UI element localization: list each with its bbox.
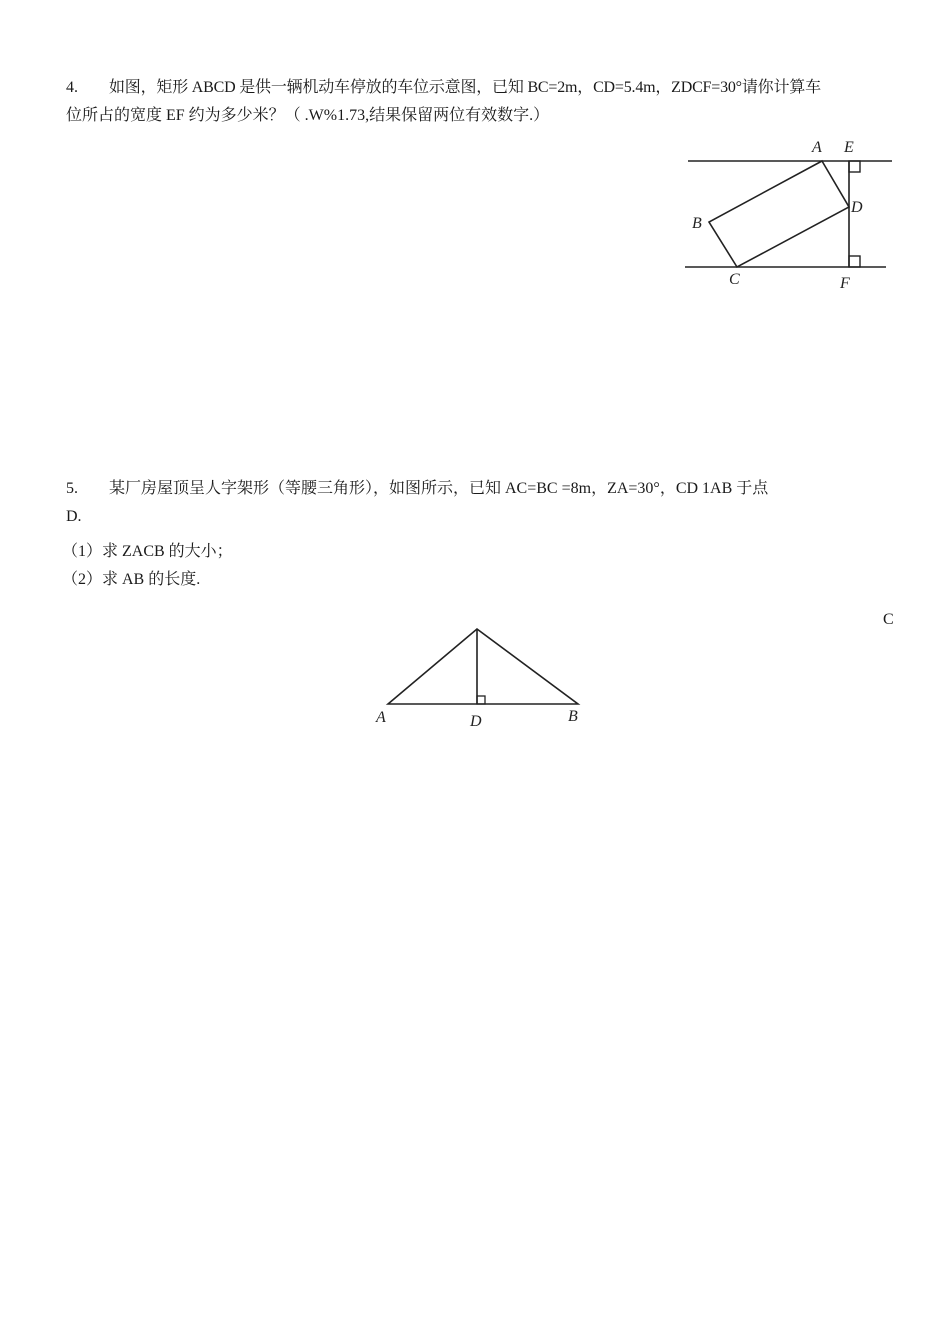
problem-5-number: 5. xyxy=(66,480,78,497)
problem-5-question-2: （2）求 AB 的长度. xyxy=(62,571,201,588)
triangle-abc xyxy=(388,629,578,704)
problem-5-text-line-1: 某厂房屋顶呈人字架形（等腰三角形），如图所示，已知 AC=BC =8m，ZA=30°，CD 1AB 于点 xyxy=(109,480,769,497)
roof-triangle-figure xyxy=(370,620,595,735)
label-c: C xyxy=(729,271,740,288)
right-angle-mark-d xyxy=(477,696,485,704)
stray-label-c: C xyxy=(883,611,894,628)
label-b: B xyxy=(692,215,702,232)
label-d: D xyxy=(851,199,863,216)
problem-5-question-1: （1）求 ZACB 的大小； xyxy=(62,543,233,560)
problem-5-text-line-2: D. xyxy=(66,508,82,525)
label-b: B xyxy=(568,708,578,725)
label-e: E xyxy=(844,139,854,156)
parking-space-figure xyxy=(680,132,900,297)
problem-4-text-line-2: 位所占的宽度 EF 约为多少米？（ .W%1.73,结果保留两位有效数字.） xyxy=(66,107,550,124)
right-angle-mark-e xyxy=(849,161,860,172)
problem-4-number: 4. xyxy=(66,79,78,96)
rectangle-abcd xyxy=(709,161,849,267)
label-f: F xyxy=(840,275,850,292)
label-a: A xyxy=(812,139,822,156)
label-a: A xyxy=(376,709,386,726)
right-angle-mark-f xyxy=(849,256,860,267)
problem-4-text-line-1: 如图，矩形 ABCD 是供一辆机动车停放的车位示意图，已知 BC=2m，CD=5.4m，ZDCF=30°请你计算车 xyxy=(109,79,821,96)
label-d: D xyxy=(470,713,482,730)
